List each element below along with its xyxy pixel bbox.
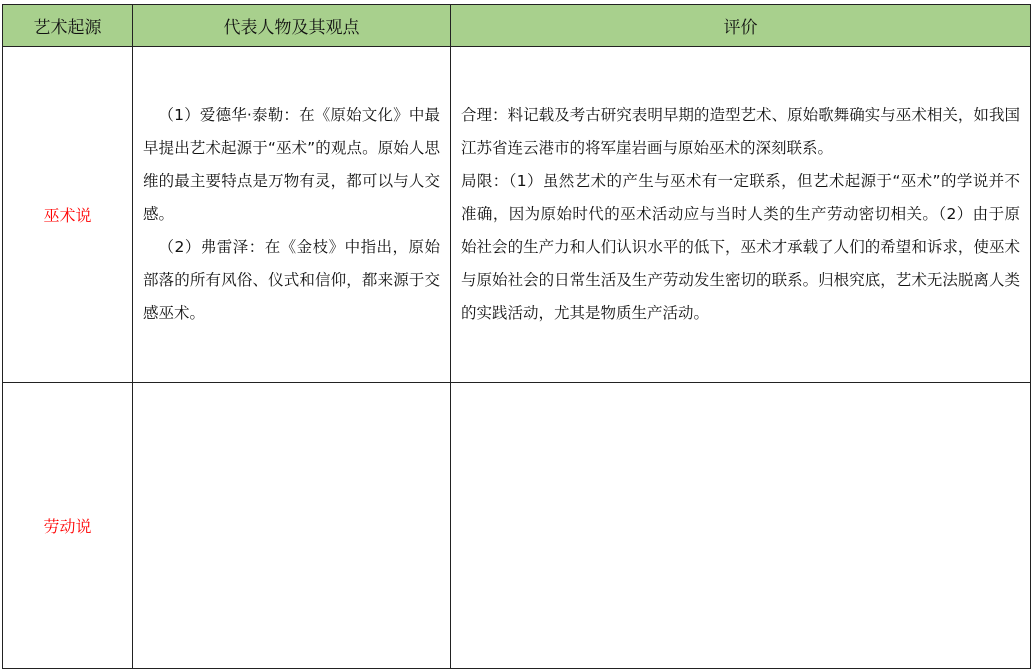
header-evaluation: 评价 (451, 5, 1031, 47)
evaluation-limitation: 局限：（1）虽然艺术的产生与巫术有一定联系，但艺术起源于“巫术”的学说并不准确，因为原始时代的巫术活动应与当时人类的生产劳动密切相关。（2）由于原始社会的生产力和人们认识水平的低下，巫术才承载了人们的希望和诉求，使巫术与原始社会的日常生活及生产劳动发生密切的联系。归根究底，艺术无法脱离人类的实践活动，尤其是物质生产活动。 (461, 172, 1020, 322)
art-origin-table (2, 4, 1031, 669)
header-figures-views: 代表人物及其观点 (133, 5, 451, 47)
header-origin: 艺术起源 (3, 5, 133, 47)
table-row-labor (3, 383, 1031, 669)
header-row (3, 5, 1031, 47)
evaluation-cell (451, 47, 1031, 383)
origin-label: 劳动说 (3, 383, 133, 669)
view-paragraph: （1）爱德华·泰勒：在《原始文化》中最早提出艺术起源于“巫术”的观点。原始人思维的最主要特点是万物有灵，都可以与人交感。 (143, 106, 440, 223)
table-row-witchcraft (3, 47, 1031, 383)
evaluation-reasonable: 合理：料记载及考古研究表明早期的造型艺术、原始歌舞确实与巫术相关，如我国江苏省连云港市的将军崖岩画与原始巫术的深刻联系。 (461, 106, 1020, 157)
evaluation-cell (451, 383, 1031, 669)
origin-label: 巫术说 (3, 47, 133, 383)
view-paragraph: （2）弗雷泽：在《金枝》中指出，原始部落的所有风俗、仪式和信仰，都来源于交感巫术。 (143, 238, 440, 322)
views-cell (133, 383, 451, 669)
views-cell (133, 47, 451, 383)
